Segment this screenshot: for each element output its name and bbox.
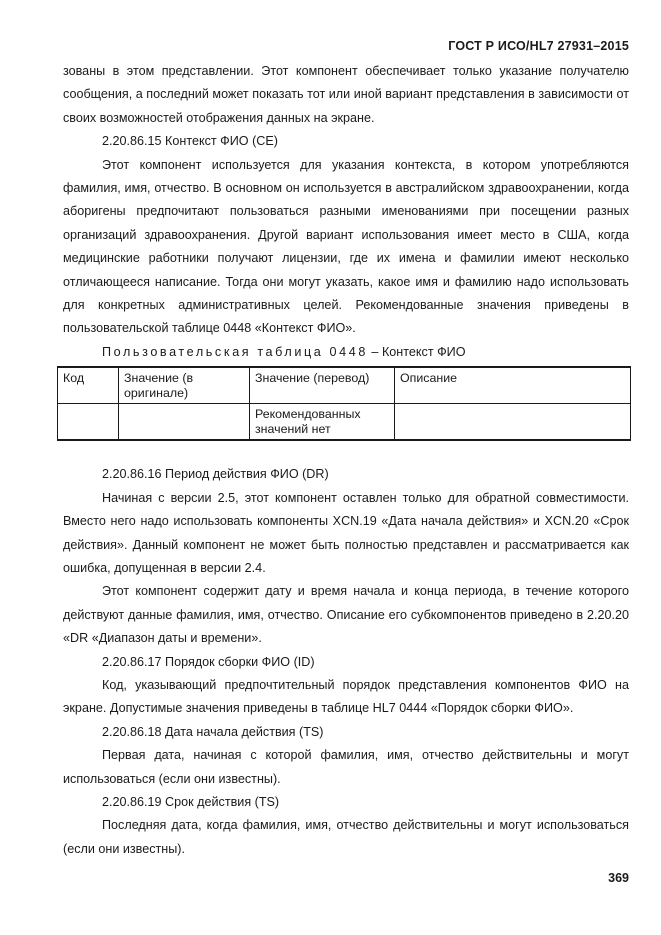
table-cell-description	[395, 404, 631, 441]
section-heading-2-20-86-19: 2.20.86.19 Срок действия (TS)	[102, 794, 280, 809]
section-heading-2-20-86-16: 2.20.86.16 Период действия ФИО (DR)	[102, 467, 329, 482]
column-header-code: Код	[58, 367, 119, 404]
page-number: 369	[608, 871, 629, 885]
table-row	[58, 404, 631, 441]
document-standard-id: ГОСТ Р ИСО/HL7 27931–2015	[448, 39, 629, 53]
table-cell-value-translation: Рекомендованных значений нет	[250, 404, 395, 441]
body-paragraph: Последняя дата, когда фамилия, имя, отчество действительны и могут использоваться (если они известны).	[63, 818, 629, 856]
column-header-description: Описание	[395, 367, 631, 404]
column-header-value-translation: Значение (перевод)	[250, 367, 395, 404]
table-cell-code	[58, 404, 119, 441]
section-heading-2-20-86-17: 2.20.86.17 Порядок сборки ФИО (ID)	[102, 654, 315, 669]
page-body	[63, 60, 629, 861]
section-heading-2-20-86-15: 2.20.86.15 Контекст ФИО (CE)	[102, 134, 278, 149]
table-cell-value-original	[119, 404, 250, 441]
table-caption-label: Пользовательская таблица 0448	[102, 344, 368, 359]
body-paragraph: Начиная с версии 2.5, этот компонент оставлен только для обратной совместимости. Вместо него надо использовать компоненты XCN.19 «Дата начала действия» и XCN.20 «Срок действия». Данный компонент не может быть полностью представлен и рассматривается как ошибка, допущенная в версии 2.4.	[63, 490, 629, 575]
user-table-0448	[57, 366, 631, 441]
body-paragraph: Код, указывающий предпочтительный порядок представления компонентов ФИО на экране. Допустимые значения приведены в таблице HL7 0444 «Порядок сборки ФИО».	[63, 677, 629, 716]
table-caption-title: – Контекст ФИО	[367, 344, 466, 359]
table-header-row	[58, 367, 631, 404]
body-paragraph: Этот компонент используется для указания контекста, в котором употребляются фамилия, имя, отчество. В основном он используется в австралийском здравоохранении, когда аборигены предпочитают пользоваться разными именованиями при посещении разных организаций здравоохранения. Другой вариант использования имеет место в США, когда медицинские работники получают лицензии, где их имена и фамилии имеют несколько отличающееся написание. Тогда они могут указать, какое имя и фамилию надо использовать для конкретных административных целей. Рекомендованные значения приведены в пользовательской таблице 0448 «Контекст ФИО».	[63, 157, 629, 336]
table-caption	[63, 341, 629, 364]
body-paragraph: Первая дата, начиная с которой фамилия, имя, отчество действительны и могут использоваться (если они известны).	[63, 748, 629, 786]
continuation-paragraph: зованы в этом представлении. Этот компонент обеспечивает только указание получателю сообщения, а последний может показать тот или иной вариант представления в зависимости от своих возможностей отображения данных на экране.	[63, 64, 629, 125]
column-header-value-original: Значение (в оригинале)	[119, 367, 250, 404]
section-heading-2-20-86-18: 2.20.86.18 Дата начала действия (TS)	[102, 724, 324, 739]
body-paragraph: Этот компонент содержит дату и время начала и конца периода, в течение которого действуют данные фамилия, имя, отчество. Описание его субкомпонентов приведено в 2.20.20 «DR «Диапазон даты и времени».	[63, 584, 629, 646]
